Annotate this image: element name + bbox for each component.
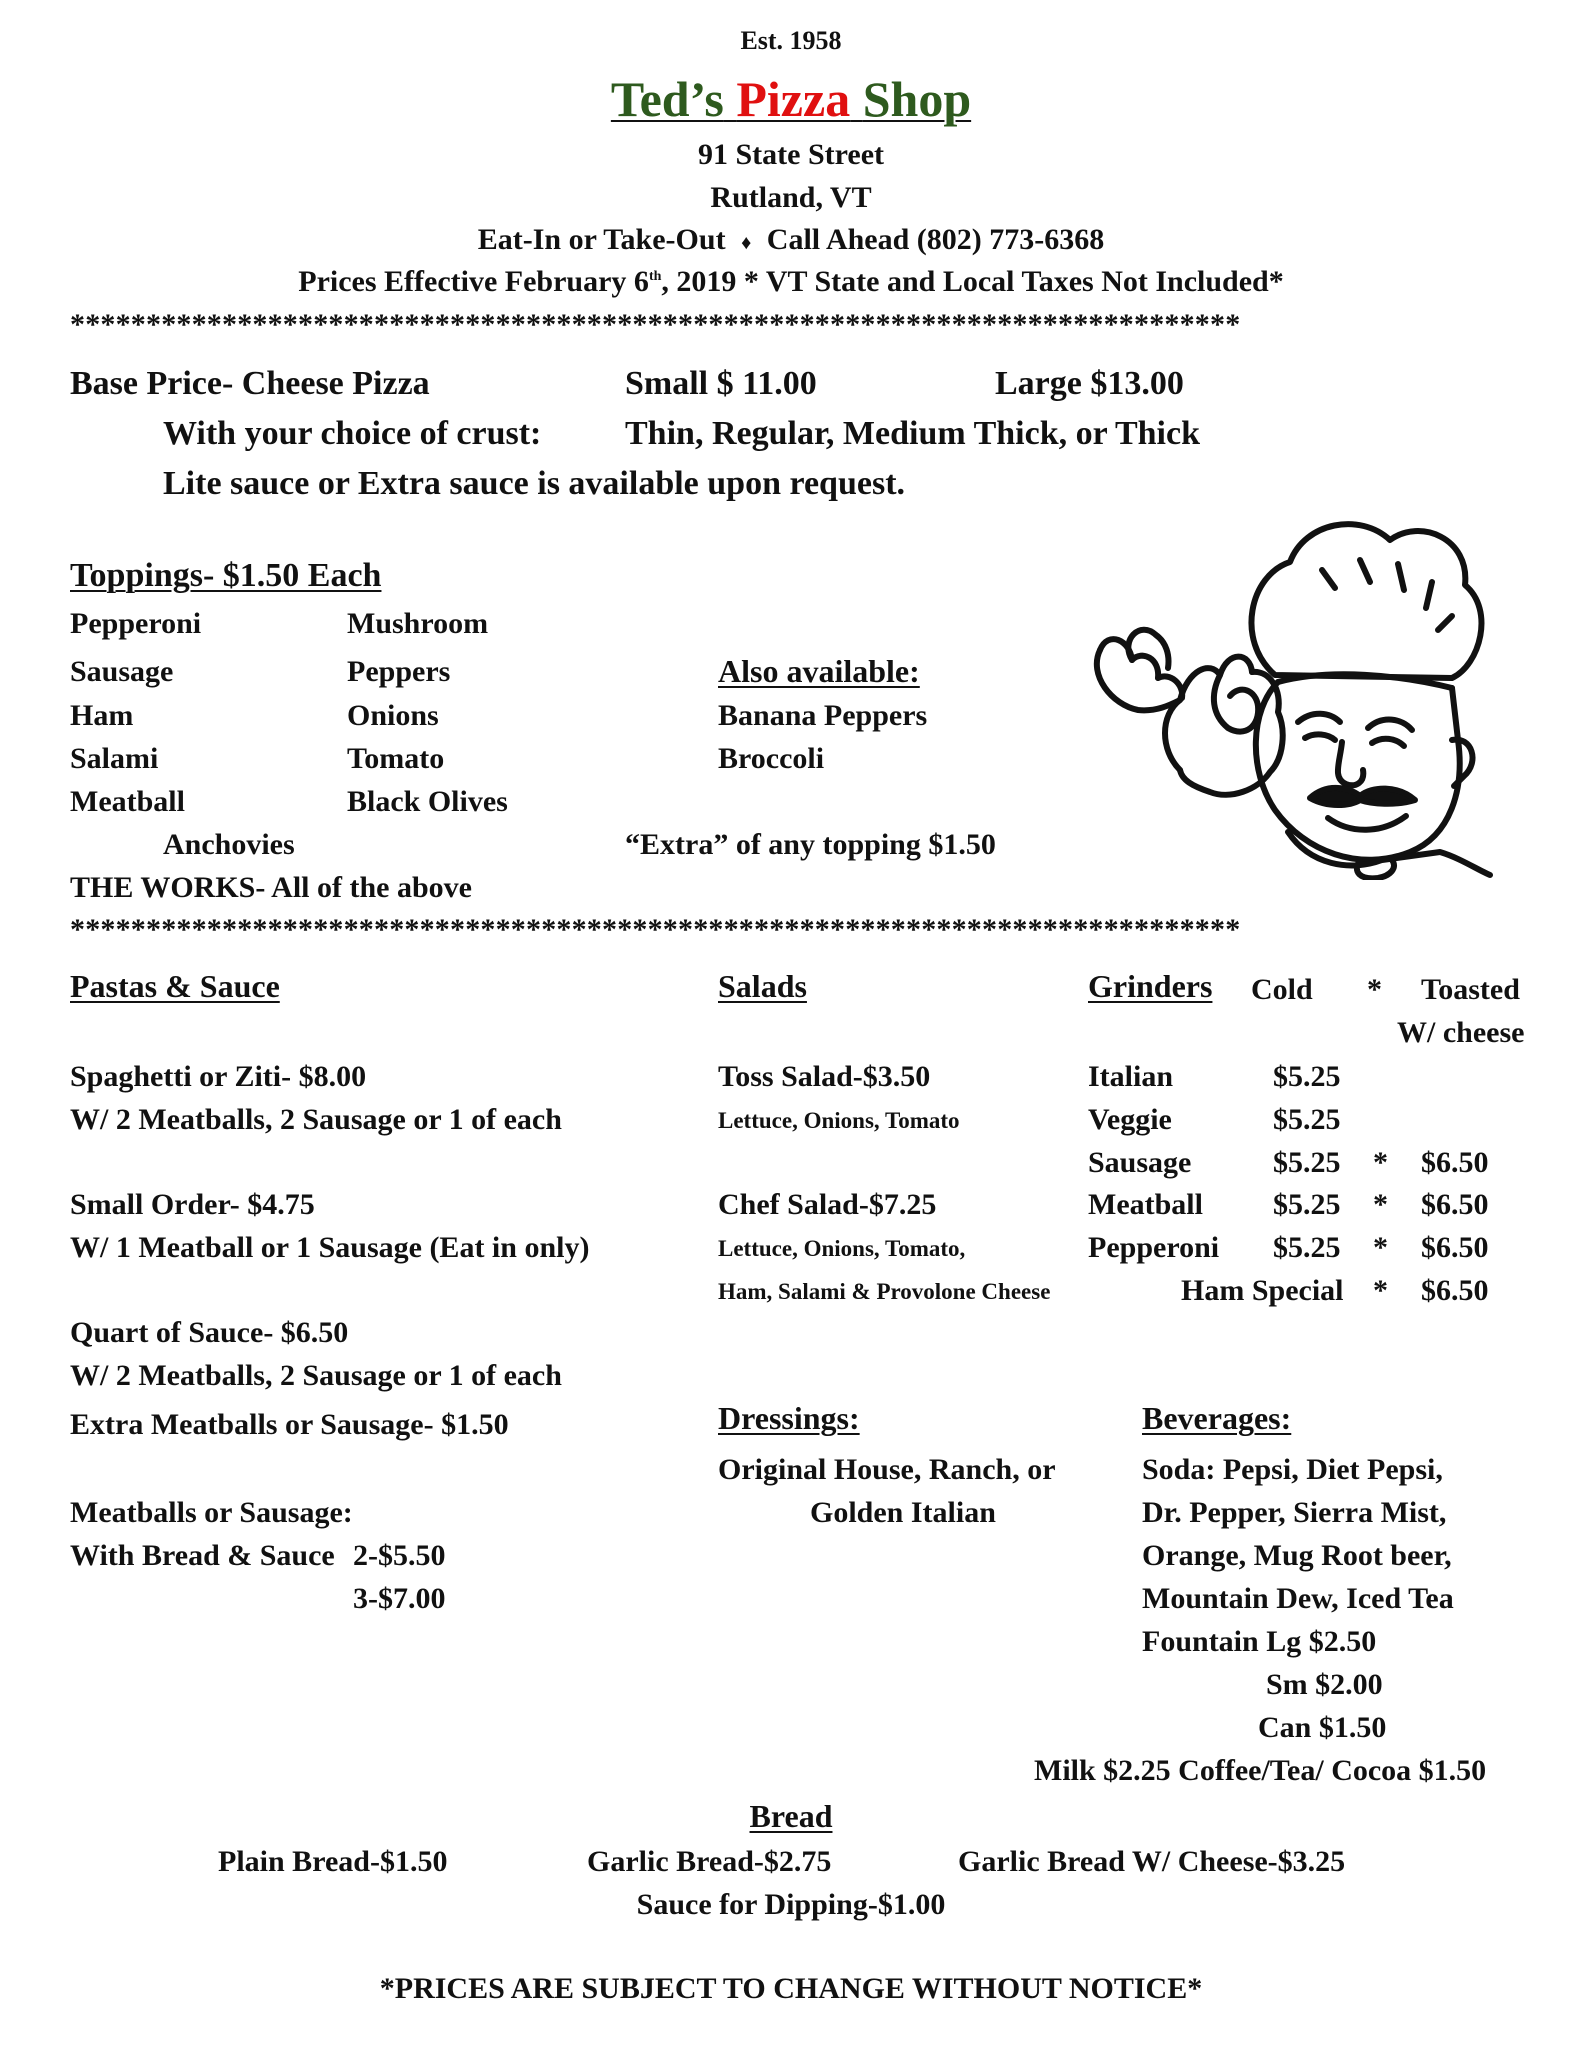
topping-item: Pepperoni bbox=[70, 607, 202, 640]
the-works: THE WORKS- All of the above bbox=[70, 871, 472, 904]
chef-icon bbox=[1060, 500, 1500, 880]
salad-chef: Chef Salad-$7.25 bbox=[718, 1188, 937, 1221]
topping-item: Meatball bbox=[70, 785, 185, 818]
beverages-heading: Beverages: bbox=[1142, 1400, 1292, 1436]
small-price: Small $ 11.00 bbox=[625, 365, 817, 402]
pasta-quart: Quart of Sauce- $6.50 bbox=[70, 1316, 349, 1349]
title-pizza: Pizza bbox=[736, 71, 851, 127]
beverages-soda-1: Soda: Pepsi, Diet Pepsi, bbox=[1142, 1453, 1443, 1486]
call-ahead-text: Call Ahead (802) 773-6368 bbox=[766, 223, 1105, 256]
pasta-spaghetti-sub: W/ 2 Meatballs, 2 Sausage or 1 of each bbox=[70, 1103, 562, 1136]
also-item: Banana Peppers bbox=[718, 699, 928, 732]
shop-title bbox=[0, 70, 1582, 128]
grinder-name: Pepperoni bbox=[1088, 1231, 1220, 1264]
pasta-quart-sub: W/ 2 Meatballs, 2 Sausage or 1 of each bbox=[70, 1359, 562, 1392]
salad-toss-sub: Lettuce, Onions, Tomato bbox=[718, 1108, 960, 1133]
pasta-extra: Extra Meatballs or Sausage- $1.50 bbox=[70, 1408, 509, 1441]
topping-item: Ham bbox=[70, 699, 134, 732]
salads-heading: Salads bbox=[718, 968, 807, 1004]
city-address: Rutland, VT bbox=[710, 181, 872, 214]
grinder-cold-price: $5.25 bbox=[1273, 1231, 1341, 1264]
salad-toss: Toss Salad-$3.50 bbox=[718, 1060, 931, 1093]
separator-line-2: ***************************************************************************** bbox=[70, 913, 1241, 946]
grinder-star: * bbox=[1373, 1188, 1388, 1221]
grinders-star: * bbox=[1367, 973, 1382, 1006]
grinder-name: Meatball bbox=[1088, 1188, 1203, 1221]
grinder-cold-price: $5.25 bbox=[1273, 1146, 1341, 1179]
dressings-line-2: Golden Italian bbox=[810, 1496, 996, 1529]
topping-item: Sausage bbox=[70, 655, 174, 688]
sauce-note: Lite sauce or Extra sauce is available upon request. bbox=[163, 465, 906, 502]
beverages-soda-3: Orange, Mug Root beer, bbox=[1142, 1539, 1452, 1572]
grinder-star: * bbox=[1373, 1231, 1388, 1264]
crust-options: Thin, Regular, Medium Thick, or Thick bbox=[625, 415, 1200, 452]
beverages-soda-2: Dr. Pepper, Sierra Mist, bbox=[1142, 1496, 1447, 1529]
base-price-label: Base Price- Cheese Pizza bbox=[70, 365, 430, 402]
large-price: Large $13.00 bbox=[995, 365, 1184, 402]
also-item: Broccoli bbox=[718, 742, 825, 775]
pasta-spaghetti: Spaghetti or Ziti- $8.00 bbox=[70, 1060, 367, 1093]
topping-item: Tomato bbox=[347, 742, 445, 775]
grinders-toasted-label: Toasted bbox=[1421, 973, 1520, 1006]
grinder-ham-special: Ham Special bbox=[1181, 1274, 1344, 1307]
footer-notice: *PRICES ARE SUBJECT TO CHANGE WITHOUT NOTICE* bbox=[379, 1972, 1203, 2005]
grinder-cold-price: $5.25 bbox=[1273, 1188, 1341, 1221]
beverages-soda-4: Mountain Dew, Iced Tea bbox=[1142, 1582, 1454, 1615]
toppings-heading: Toppings- $1.50 Each bbox=[70, 557, 382, 594]
topping-item: Peppers bbox=[347, 655, 451, 688]
pastas-heading: Pastas & Sauce bbox=[70, 968, 280, 1004]
bread-garlic-cheese: Garlic Bread W/ Cheese-$3.25 bbox=[958, 1845, 1346, 1878]
title-teds: Ted’s bbox=[610, 71, 724, 127]
beverages-fountain: Fountain Lg $2.50 bbox=[1142, 1625, 1377, 1658]
beverages-milk: Milk $2.25 Coffee/Tea/ Cocoa $1.50 bbox=[1034, 1754, 1487, 1787]
grinder-toasted-price: $6.50 bbox=[1421, 1274, 1489, 1307]
with-bread-label: With Bread & Sauce bbox=[70, 1539, 335, 1572]
grinders-cold-label: Cold bbox=[1251, 973, 1313, 1006]
grinder-cold-price: $5.25 bbox=[1273, 1060, 1341, 1093]
order-info bbox=[0, 223, 1582, 257]
separator-line-1: ***************************************************************************** bbox=[70, 308, 1241, 341]
grinders-heading: Grinders bbox=[1088, 968, 1213, 1004]
also-available-heading: Also available: bbox=[718, 653, 920, 689]
meatballs-price-2: 2-$5.50 bbox=[353, 1539, 446, 1572]
dressings-heading: Dressings: bbox=[718, 1400, 860, 1436]
eat-in-text: Eat-In or Take-Out bbox=[477, 223, 726, 256]
pasta-small-order-sub: W/ 1 Meatball or 1 Sausage (Eat in only) bbox=[70, 1231, 590, 1264]
bread-plain: Plain Bread-$1.50 bbox=[218, 1845, 448, 1878]
bread-dipping: Sauce for Dipping-$1.00 bbox=[636, 1888, 946, 1921]
title-shop: Shop bbox=[862, 71, 972, 127]
extra-topping-note: “Extra” of any topping $1.50 bbox=[625, 828, 996, 861]
grinder-toasted-price: $6.50 bbox=[1421, 1188, 1489, 1221]
salad-chef-sub-1: Lettuce, Onions, Tomato, bbox=[718, 1236, 966, 1261]
beverages-can: Can $1.50 bbox=[1258, 1711, 1387, 1744]
grinder-star: * bbox=[1373, 1274, 1388, 1307]
grinders-toasted-sub: W/ cheese bbox=[1397, 1016, 1525, 1049]
grinder-name: Sausage bbox=[1088, 1146, 1192, 1179]
dressings-line-1: Original House, Ranch, or bbox=[718, 1453, 1056, 1486]
topping-item: Mushroom bbox=[347, 607, 489, 640]
meatballs-label: Meatballs or Sausage: bbox=[70, 1496, 353, 1529]
diamond-icon: ♦ bbox=[741, 232, 752, 254]
grinder-name: Veggie bbox=[1088, 1103, 1172, 1136]
grinder-toasted-price: $6.50 bbox=[1421, 1146, 1489, 1179]
grinder-star: * bbox=[1373, 1146, 1388, 1179]
topping-item: Onions bbox=[347, 699, 439, 732]
beverages-sm: Sm $2.00 bbox=[1266, 1668, 1383, 1701]
grinder-name: Italian bbox=[1088, 1060, 1174, 1093]
salad-chef-sub-2: Ham, Salami & Provolone Cheese bbox=[718, 1279, 1051, 1304]
bread-garlic: Garlic Bread-$2.75 bbox=[587, 1845, 832, 1878]
meatballs-price-3: 3-$7.00 bbox=[353, 1582, 446, 1615]
prices-effective: Prices Effective February 6th, 2019 * VT State and Local Taxes Not Included* bbox=[298, 265, 1284, 298]
street-address: 91 State Street bbox=[697, 138, 885, 171]
topping-item: Black Olives bbox=[347, 785, 508, 818]
crust-label: With your choice of crust: bbox=[163, 415, 542, 452]
topping-item: Salami bbox=[70, 742, 159, 775]
bread-heading: Bread bbox=[749, 1798, 833, 1834]
grinder-toasted-price: $6.50 bbox=[1421, 1231, 1489, 1264]
established-year: Est. 1958 bbox=[740, 26, 842, 55]
grinder-cold-price: $5.25 bbox=[1273, 1103, 1341, 1136]
topping-anchovies: Anchovies bbox=[163, 828, 295, 861]
pasta-small-order: Small Order- $4.75 bbox=[70, 1188, 315, 1221]
